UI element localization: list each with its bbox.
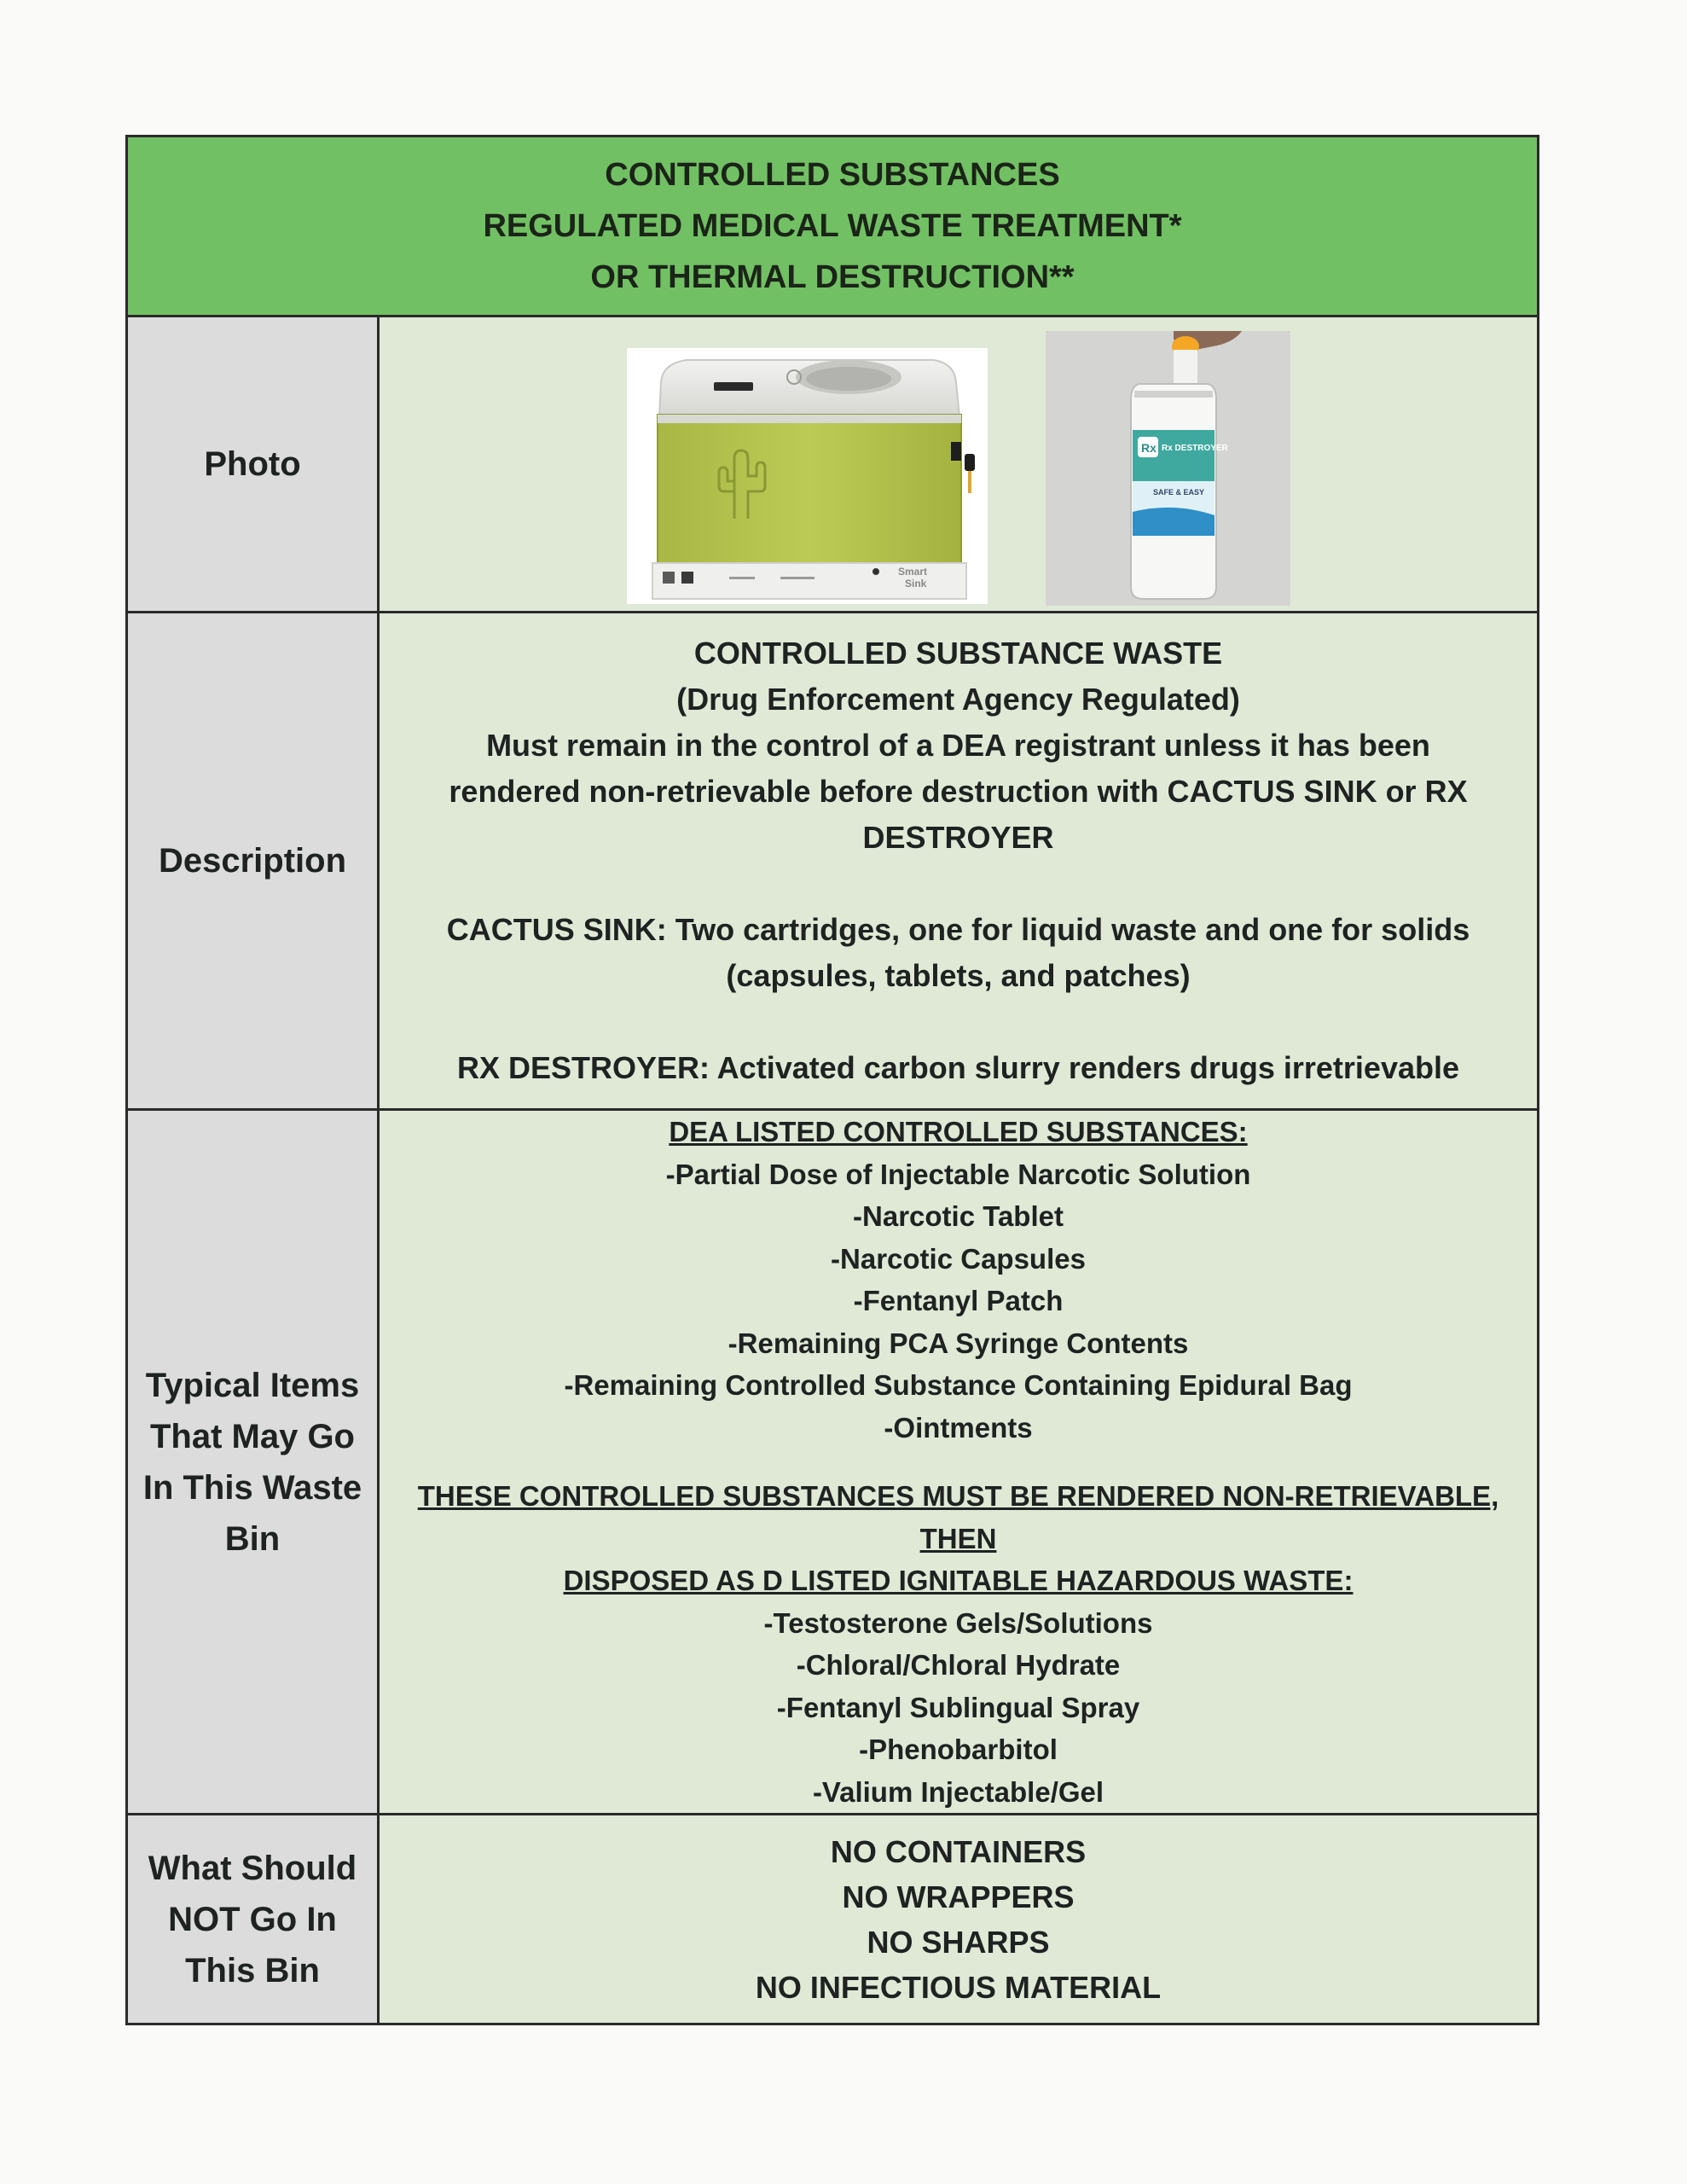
list-item: -Remaining PCA Syringe Contents <box>728 1327 1189 1359</box>
typical-items-label <box>128 1111 380 1813</box>
list-item: -Ointments <box>884 1411 1033 1443</box>
header-line: REGULATED MEDICAL WASTE TREATMENT* <box>483 208 1182 244</box>
list-item: NO WRAPPERS <box>842 1879 1075 1914</box>
photo-content <box>380 317 1537 611</box>
cactus-sink-line: (capsules, tablets, and patches) <box>726 958 1191 993</box>
list-item: -Fentanyl Patch <box>853 1285 1064 1316</box>
cactus-sink-line: CACTUS SINK: Two cartridges, one for liquid waste and one for solids <box>446 912 1470 947</box>
label-line: NOT Go In <box>168 1900 337 1938</box>
not-allowed-label <box>128 1815 380 2023</box>
description-content <box>380 613 1537 1108</box>
not-allowed-content <box>380 1815 1537 2023</box>
description-line: DESTROYER <box>862 820 1054 855</box>
photo-row <box>128 317 1537 613</box>
list-item: NO SHARPS <box>867 1924 1050 1960</box>
waste-bin-table <box>125 135 1539 2025</box>
label-line: In This Waste <box>142 1468 362 1507</box>
label-line: That May Go <box>149 1417 355 1455</box>
bottle-label-text: Rx DESTROYER <box>1161 444 1228 453</box>
list-item: NO INFECTIOUS MATERIAL <box>755 1969 1162 2005</box>
description-line: CONTROLLED SUBSTANCE WASTE <box>693 636 1223 671</box>
list-item: -Remaining Controlled Substance Containing Epidural Bag <box>564 1369 1353 1401</box>
cactus-sink-image <box>627 348 988 604</box>
cactus-sink-photo <box>627 348 988 604</box>
description-label: Description <box>128 613 380 1108</box>
sink-label-text: Smart <box>897 566 927 578</box>
label-line: Bin <box>224 1519 281 1558</box>
list-item: -Chloral/Chloral Hydrate <box>796 1649 1121 1681</box>
label-line: Typical Items <box>145 1366 360 1404</box>
list-item: NO CONTAINERS <box>830 1833 1087 1869</box>
hazard-heading: THESE CONTROLLED SUBSTANCES MUST BE RENDERED NON-RETRIEVABLE, THEN <box>417 1480 1499 1554</box>
list-item: -Valium Injectable/Gel <box>812 1775 1104 1808</box>
label-line: What Should <box>148 1849 357 1887</box>
not-allowed-row <box>128 1815 1537 2023</box>
photo-label: Photo <box>128 317 380 611</box>
list-item: -Phenobarbitol <box>859 1734 1058 1765</box>
header-line: CONTROLLED SUBSTANCES <box>605 157 1060 193</box>
dea-heading: DEA LISTED CONTROLLED SUBSTANCES: <box>669 1116 1248 1147</box>
list-item: -Narcotic Capsules <box>831 1242 1086 1275</box>
rx-destroyer-bottle-image <box>1046 331 1290 606</box>
list-item: -Partial Dose of Injectable Narcotic Solution <box>665 1158 1251 1190</box>
svg-text:Rx: Rx <box>1140 441 1157 455</box>
rx-destroyer-photo <box>1046 331 1290 606</box>
rx-destroyer-line: RX DESTROYER: Activated carbon slurry renders drugs irretrievable <box>456 1050 1460 1085</box>
typical-items-content <box>380 1111 1537 1813</box>
bottle-sublabel-text: SAFE & EASY <box>1152 488 1204 497</box>
description-row <box>128 613 1537 1111</box>
list-item: -Narcotic Tablet <box>853 1200 1064 1232</box>
typical-items-row <box>128 1111 1537 1815</box>
description-line: rendered non-retrievable before destruction with CACTUS SINK or RX <box>449 774 1468 809</box>
list-item: -Fentanyl Sublingual Spray <box>776 1691 1140 1723</box>
description-line: Must remain in the control of a DEA registrant unless it has been <box>486 728 1430 763</box>
label-line: This Bin <box>185 1951 320 1989</box>
hazard-heading: DISPOSED AS D LISTED IGNITABLE HAZARDOUS WASTE: <box>563 1565 1354 1596</box>
description-line: (Drug Enforcement Agency Regulated) <box>676 682 1240 717</box>
header-line: OR THERMAL DESTRUCTION** <box>590 259 1075 295</box>
table-header <box>128 137 1537 317</box>
svg-text:Sink: Sink <box>904 578 926 590</box>
list-item: -Testosterone Gels/Solutions <box>763 1606 1153 1639</box>
